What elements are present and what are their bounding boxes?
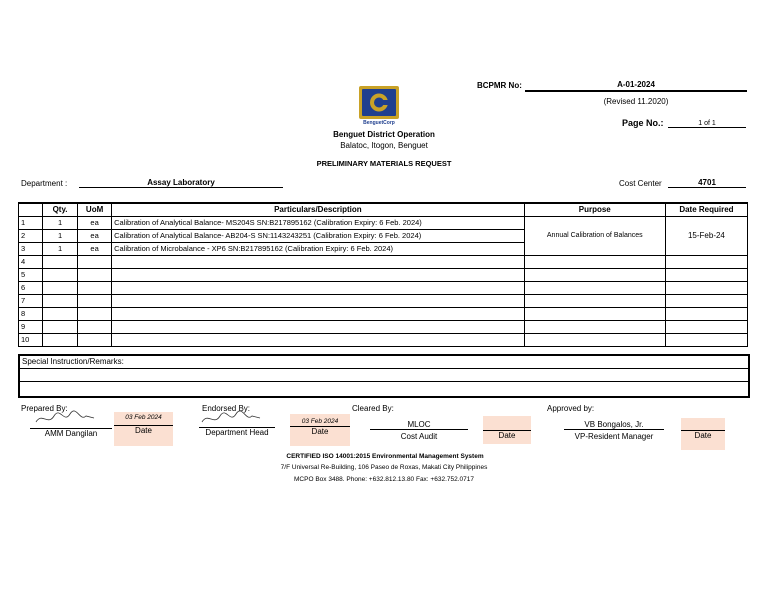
row-number: 5 xyxy=(19,269,43,282)
purpose-cell: Annual Calibration of Balances xyxy=(524,217,665,256)
prepared-date: 03 Feb 2024 xyxy=(125,414,162,421)
logo-text: BenguetCorp xyxy=(363,120,395,126)
row-description xyxy=(112,256,525,269)
row-uom: ea xyxy=(78,230,112,243)
row-description xyxy=(112,321,525,334)
bcpmr-label: BCPMR No: xyxy=(477,81,522,90)
row-description: Calibration of Microbalance - XP6 SN:B217895162 (Calibration Expiry: 6 Feb. 2024) xyxy=(112,243,525,256)
row-uom: ea xyxy=(78,217,112,230)
row-qty xyxy=(43,308,78,321)
row-purpose xyxy=(524,256,665,269)
row-number: 10 xyxy=(19,334,43,347)
row-number: 9 xyxy=(19,321,43,334)
row-description xyxy=(112,295,525,308)
row-qty: 1 xyxy=(43,217,78,230)
cost-center-value: 4701 xyxy=(668,178,746,188)
row-qty xyxy=(43,321,78,334)
footer-certification: CERTIFIED ISO 14001:2015 Environmental Management System xyxy=(286,453,484,460)
row-qty xyxy=(43,282,78,295)
endorsed-date-label: Date xyxy=(290,426,350,436)
approved-title: VP-Resident Manager xyxy=(574,432,654,441)
row-date xyxy=(665,282,747,295)
cleared-date-box xyxy=(483,416,531,444)
col-header-date-required: Date Required xyxy=(665,203,747,217)
form-title: PRELIMINARY MATERIALS REQUEST xyxy=(316,159,452,168)
table-header-row xyxy=(19,203,748,217)
approved-name: VB Bongalos, Jr. xyxy=(564,420,664,430)
col-header-qty: Qty. xyxy=(43,203,78,217)
items-table xyxy=(18,202,748,347)
prepared-signature xyxy=(34,410,98,428)
table-row xyxy=(19,295,748,308)
endorsed-by-label: Endorsed By: xyxy=(202,404,251,413)
row-qty xyxy=(43,295,78,308)
row-number: 1 xyxy=(19,217,43,230)
row-number: 3 xyxy=(19,243,43,256)
bcpmr-value: A-01-2024 xyxy=(525,80,747,92)
row-date xyxy=(665,295,747,308)
row-purpose xyxy=(524,334,665,347)
prepared-date-box xyxy=(114,412,173,446)
table-row xyxy=(19,321,748,334)
row-purpose xyxy=(524,295,665,308)
table-row xyxy=(19,217,748,230)
row-description: Calibration of Analytical Balance- AB204-S SN:1143243251 (Calibration Expiry: 6 Feb. 2024) xyxy=(112,230,525,243)
revised-text: (Revised 11.2020) xyxy=(603,97,669,106)
row-purpose xyxy=(524,269,665,282)
endorsed-signature xyxy=(200,410,264,428)
table-row xyxy=(19,308,748,321)
row-qty xyxy=(43,256,78,269)
row-description: Calibration of Analytical Balance- MS204S SN:B217895162 (Calibration Expiry: 6 Feb. 2024) xyxy=(112,217,525,230)
table-row xyxy=(19,256,748,269)
col-header-description: Particulars/Description xyxy=(112,203,525,217)
row-date xyxy=(665,269,747,282)
approved-date-box xyxy=(681,418,725,450)
approved-date-label: Date xyxy=(681,430,725,440)
row-purpose xyxy=(524,282,665,295)
row-description xyxy=(112,282,525,295)
department-label: Department : xyxy=(21,179,68,188)
page-value: 1 of 1 xyxy=(668,120,746,128)
date-required-cell: 15-Feb-24 xyxy=(665,217,747,256)
prepared-by-label: Prepared By: xyxy=(21,404,68,413)
page-label: Page No.: xyxy=(622,118,664,128)
row-date xyxy=(665,256,747,269)
table-row xyxy=(19,269,748,282)
row-uom xyxy=(78,295,112,308)
row-uom: ea xyxy=(78,243,112,256)
row-purpose xyxy=(524,308,665,321)
table-row xyxy=(19,334,748,347)
footer-address: 7/F Universal Re-Building, 106 Paseo de Roxas, Makati City Philippines xyxy=(280,464,488,471)
cleared-by-label: Cleared By: xyxy=(352,404,394,413)
row-uom xyxy=(78,321,112,334)
row-qty xyxy=(43,334,78,347)
remarks-box xyxy=(18,354,750,398)
col-header-purpose: Purpose xyxy=(524,203,665,217)
remarks-line xyxy=(20,382,748,394)
row-qty: 1 xyxy=(43,243,78,256)
table-row xyxy=(19,282,748,295)
row-purpose xyxy=(524,321,665,334)
cost-center-label: Cost Center xyxy=(619,179,662,188)
remarks-label: Special Instruction/Remarks: xyxy=(20,356,748,369)
cleared-date-label: Date xyxy=(483,430,531,440)
row-number: 2 xyxy=(19,230,43,243)
row-qty: 1 xyxy=(43,230,78,243)
row-number: 4 xyxy=(19,256,43,269)
row-number: 7 xyxy=(19,295,43,308)
prepared-name: AMM Dangilan xyxy=(30,428,112,438)
col-header-uom: UoM xyxy=(78,203,112,217)
row-date xyxy=(665,321,747,334)
row-uom xyxy=(78,282,112,295)
row-uom xyxy=(78,256,112,269)
row-uom xyxy=(78,308,112,321)
row-date xyxy=(665,308,747,321)
row-qty xyxy=(43,269,78,282)
approved-by-label: Approved by: xyxy=(547,404,595,413)
row-uom xyxy=(78,269,112,282)
row-uom xyxy=(78,334,112,347)
row-description xyxy=(112,334,525,347)
endorsed-date-box xyxy=(290,414,350,446)
row-number: 8 xyxy=(19,308,43,321)
row-description xyxy=(112,308,525,321)
endorsed-date: 03 Feb 2024 xyxy=(301,418,339,425)
row-date xyxy=(665,334,747,347)
col-header-no xyxy=(19,203,43,217)
department-value: Assay Laboratory xyxy=(79,178,283,188)
cleared-name: MLOC xyxy=(370,420,468,430)
row-description xyxy=(112,269,525,282)
company-logo xyxy=(359,86,399,127)
remarks-line xyxy=(20,369,748,382)
cleared-title: Cost Audit xyxy=(400,432,438,441)
company-address: Balatoc, Itogon, Benguet xyxy=(340,141,428,150)
footer-contact: MCPO Box 3488. Phone: +632.812.13.80 Fax: +632.752.0717 xyxy=(294,476,474,483)
prepared-date-label: Date xyxy=(114,425,173,435)
row-number: 6 xyxy=(19,282,43,295)
endorsed-title: Department Head xyxy=(199,427,275,437)
company-name: Benguet District Operation xyxy=(333,130,435,139)
